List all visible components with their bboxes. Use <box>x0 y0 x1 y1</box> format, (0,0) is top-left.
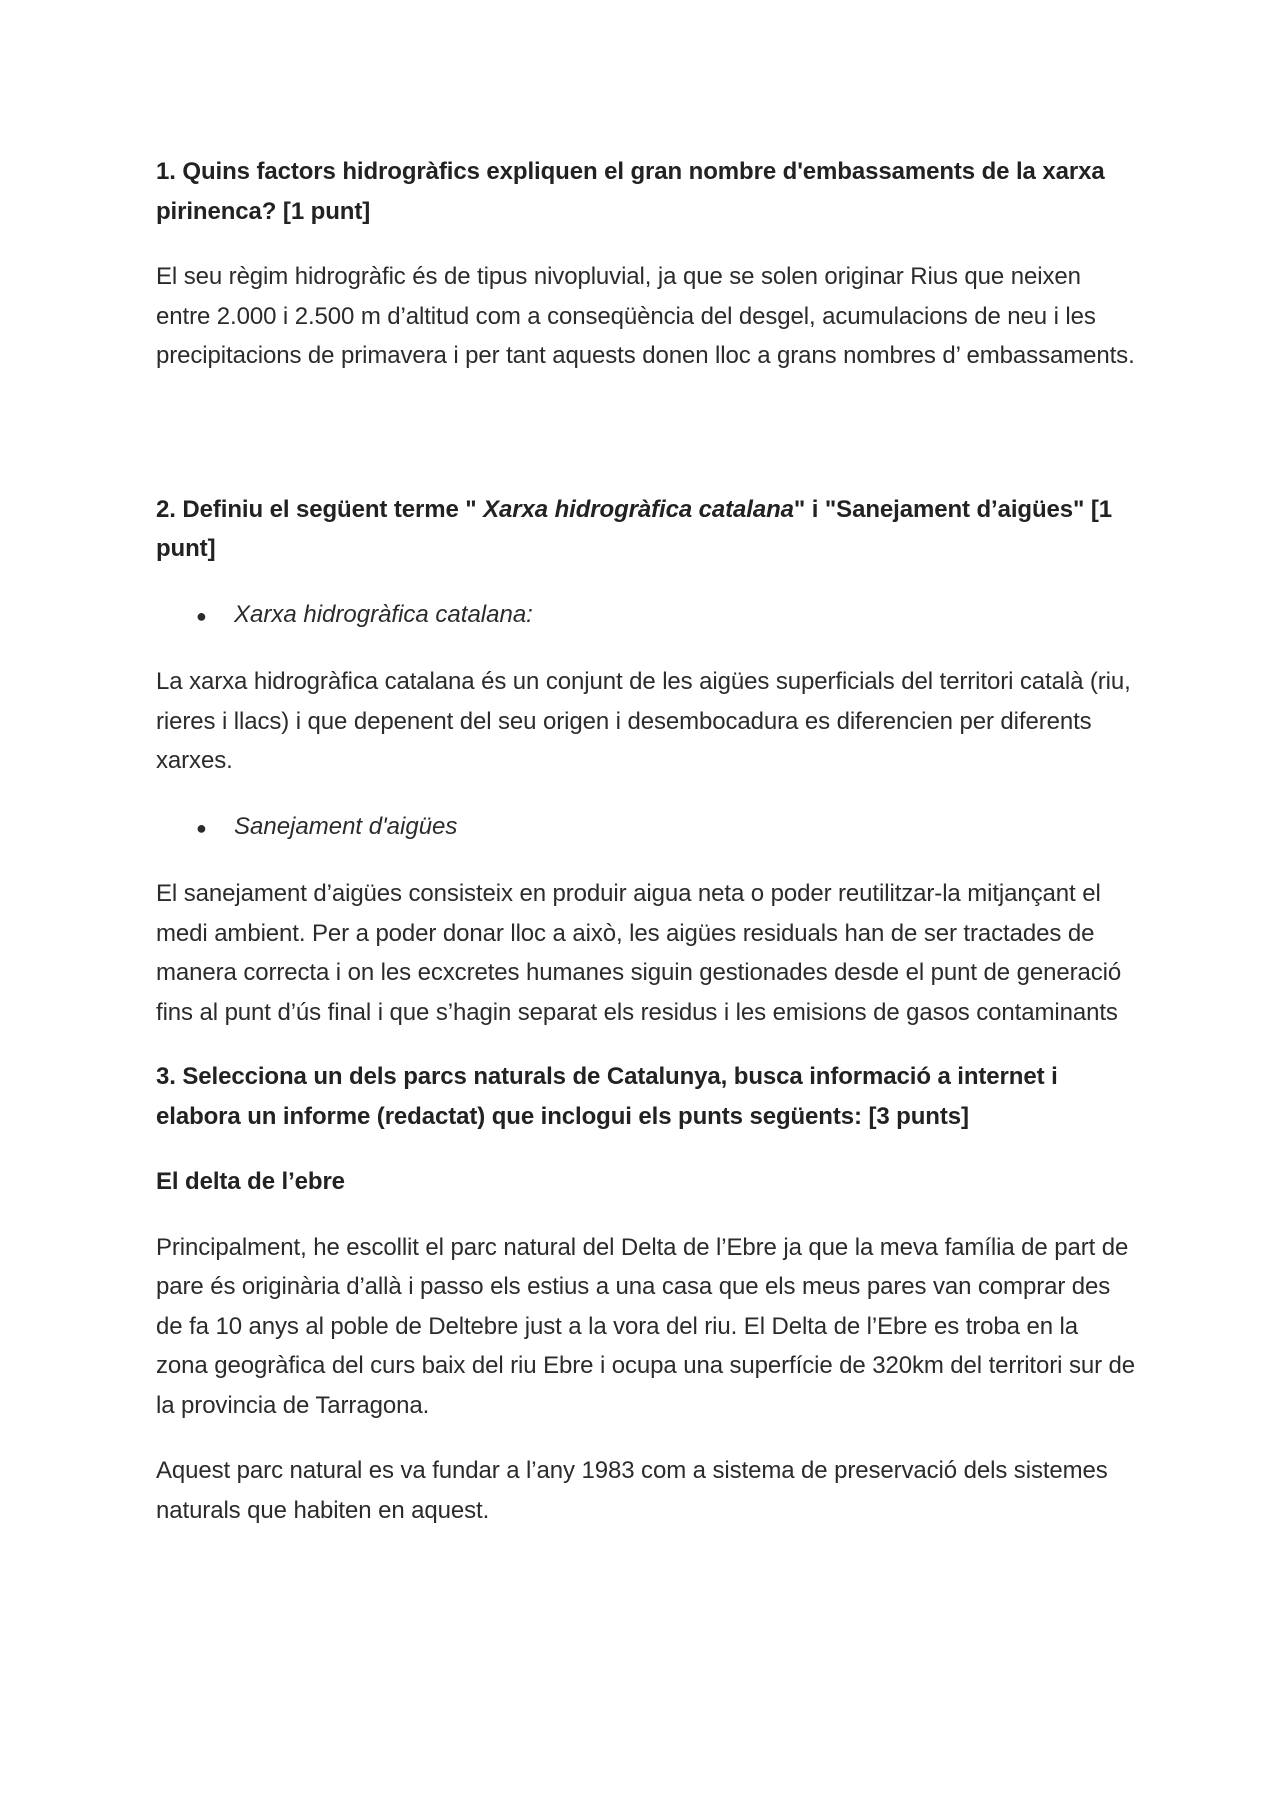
question-2-answer-sanejament: El sanejament d’aigües consisteix en produir aigua neta o poder reutilitzar-la mitjançant el medi ambient. Per a poder donar lloc a això, les aigües residuals han de ser tractades de manera correcta i on les ecxcretes humanes siguin gestionades desde el punt de generació fins al punt d’ús final i que s’hagin separat els residus i les emisions de gasos contaminants <box>156 880 1122 1026</box>
question-2-title-part1: 2. Definiu el següent terme " <box>156 495 484 523</box>
question-1-title: 1. Quins factors hidrogràfics expliquen el gran nombre d'embassaments de la xarxa pirinenca? [1 punt] <box>156 158 1105 225</box>
question-3-paragraph-2: Aquest parc natural es va fundar a l’any 1983 com a sistema de preservació dels sistemes naturals que habiten en aquest. <box>156 1457 1108 1524</box>
question-3-title: 3. Selecciona un dels parcs naturals de Catalunya, busca informació a internet i elabora un informe (redactat) que inclogui els punts següents: [3 punts] <box>156 1063 1058 1130</box>
bullet-label-xarxa: Xarxa hidrogràfica catalana: <box>234 600 533 628</box>
bullet-label-sanejament: Sanejament d'aigües <box>234 812 458 840</box>
section-subheading: El delta de l’ebre <box>156 1168 345 1195</box>
question-2-title-part2: " i "Sanejament d’aigües" [1 punt] <box>156 495 1113 562</box>
bullet-dot-icon: ● <box>196 817 207 838</box>
question-3-paragraph-1: Principalment, he escollit el parc natural del Delta de l’Ebre ja que la meva família de part de pare és originària d’allà i passo els estius a una casa que els meus pares van comprar des de fa 10 anys al poble de Deltebre just a la vora del riu. El Delta de l’Ebre es troba en la zona geogràfica del curs baix del riu Ebre i ocupa una superfície de 320km del territori sur de la provincia de Tarragona. <box>156 1233 1136 1419</box>
bullet-dot-icon: ● <box>196 605 207 626</box>
question-1-answer: El seu règim hidrogràfic és de tipus nivopluvial, ja que se solen originar Rius que neixen entre 2.000 i 2.500 m d’altitud com a conseqüència del desgel, acumulacions de neu i les precipitacions de primavera i per tant aquests donen lloc a grans nombres d’ embassaments. <box>156 263 1135 369</box>
document-page <box>156 152 1136 1530</box>
question-2-answer-xarxa: La xarxa hidrogràfica catalana és un conjunt de les aigües superficials del territori català (riu, rieres i llacs) i que depenent del seu origen i desembocadura es diferencien per diferents xarxes. <box>156 668 1131 774</box>
question-2-title <box>156 490 1136 569</box>
bullet-item-sanejament <box>156 807 1136 849</box>
question-2-title-italic: Xarxa hidrogràfica catalana <box>483 495 794 523</box>
bullet-item-xarxa <box>156 595 1136 637</box>
